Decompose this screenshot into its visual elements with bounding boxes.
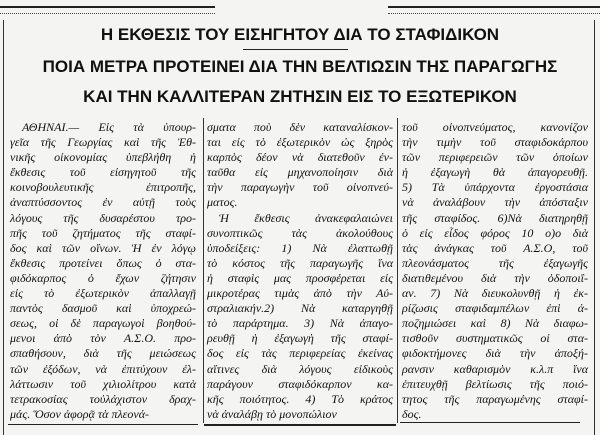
article-line: παράγουν σταφιδόκαρπον κα- bbox=[207, 376, 393, 391]
ornament-rule-left bbox=[0, 8, 215, 14]
article-line: νικῆς οἰκονομίας ὑπεβλήθη ἡ bbox=[10, 150, 196, 165]
article-line: στραλιακήν.2) Νὰ καταργηθῇ bbox=[207, 301, 393, 316]
article-line: τὴν τιμὴν τοῦ σταφιδοκάρπου bbox=[402, 135, 588, 150]
article-line: ματος. bbox=[207, 195, 238, 210]
bottom-rule-left bbox=[8, 424, 198, 425]
article-line: τητος τῆς παραγωμένης σταφί- bbox=[402, 391, 588, 406]
article-line: ἡ σταφὶς μας προσφέρεται εἰς bbox=[207, 270, 393, 285]
article-line: ὁ εἰς εἶδος φόρος 10 ο)ο διὰ bbox=[402, 225, 588, 240]
ornament-rule-right bbox=[388, 8, 600, 14]
article-line: ἐπιτευχθῇ βελτίωσις τῆς ποιό- bbox=[402, 376, 588, 391]
column-divider-2 bbox=[397, 118, 398, 423]
article-line: κοινοβουλευτικῆς ἐπιτροπῆς, bbox=[10, 180, 196, 195]
article-line: παντὸς δασμοῦ καὶ ὑποχρεώ- bbox=[10, 301, 196, 316]
article-line: καρπὸς δέον νὰ διατεθοῦν ἐν- bbox=[207, 150, 393, 165]
article-line: δος εἰς τὰς περιφερείας ἐκείνας bbox=[207, 346, 393, 361]
article-line: ποζημιώσει καὶ 8) Νὰ διαφω- bbox=[402, 316, 588, 331]
article-column-3 bbox=[402, 120, 588, 422]
article-line: σπαθήσουν, διὰ τῆς μειώσεως bbox=[10, 346, 196, 361]
article-line: μικροτέρας τιμὰς ἀπὸ τὴν Αὐ- bbox=[207, 286, 393, 301]
article-line: 5) Τὰ ὑπάρχοντα ἐργοστάσια bbox=[402, 180, 588, 195]
article-line: ὑποδείξεις: 1) Νὰ ἐλαττωθῇ bbox=[207, 240, 393, 255]
article-line: ἡ ἐξαγωγὴ θὰ ἀπαγορευθῇ. bbox=[402, 165, 588, 180]
article-line: Ἡ ἔκθεσις ἀνακεφαλαιώνει bbox=[219, 210, 393, 225]
article-line: τετρακοσίας τοὐλάχιστον δραχ- bbox=[10, 391, 196, 406]
article-line: τῶν περιφερειῶν τῶν ὁποίων bbox=[402, 150, 588, 165]
article-line: τισθοῦν συστηματικῶς οἱ στα- bbox=[402, 331, 588, 346]
headline-main: Η ΕΚΘΕΣΙΣ ΤΟΥ ΕΙΣΗΓΗΤΟΥ ΔΙΑ ΤΟ ΣΤΑΦΙΔΙΚΟΝ bbox=[100, 25, 500, 44]
bottom-rule-middle bbox=[204, 424, 396, 426]
article-line: τοῦ οἰνοπνεύματος, κανονίζον bbox=[402, 120, 588, 134]
article-line: φιδόκαρπος ὁ ἔχων ζήτησιν bbox=[10, 270, 196, 285]
article-line: τὸ κόστος τῆς παραγωγῆς ἵνα bbox=[207, 255, 393, 270]
article-line: συνοπτικῶς τὰς ἀκολούθους bbox=[207, 225, 393, 240]
article-line: τῶν ἐξόδων, νὰ ἐπιτύχουν ἐλ- bbox=[10, 361, 196, 376]
article-line: ρευθῇ ἡ ἐξαγωγὴ τῆς σταφί- bbox=[207, 331, 393, 346]
article-line: δος. bbox=[402, 406, 422, 421]
column-divider-1 bbox=[203, 118, 204, 423]
article-line: κῆς ποιότητος. 4) Τὸ κράτος bbox=[207, 391, 393, 406]
article-line: τὰς ἀνάγκας τοῦ Α.Σ.Ο, τοῦ bbox=[402, 240, 588, 255]
article-line: ρίζωσις σταφιδαμπέλων ἐπὶ ἀ- bbox=[402, 301, 588, 316]
article-line: πῆς τοῦ ζητήματος τῆς σταφί- bbox=[10, 225, 196, 240]
article-column-1 bbox=[10, 120, 196, 422]
article-line: φιδοκτήμονες διὰ τὴν ἀποξή- bbox=[402, 346, 588, 361]
article-line: τῆς σταφίδος. 6)Νὰ διατηρηθῇ bbox=[402, 210, 588, 225]
headline-sub-1: ΠΟΙΑ ΜΕΤΡΑ ΠΡΟΤΕΙΝΕΙ ΔΙΑ ΤΗΝ ΒΕΛΤΙΩΣΙΝ ΤΗΣ ΠΑΡΑΓΩΓΗΣ bbox=[42, 57, 558, 76]
border-left bbox=[3, 20, 4, 435]
article-line: τὸ παράρτημα. 3) Νὰ ἀπαγο- bbox=[207, 316, 393, 331]
article-line: αἵτινες διὰ λόγους εἰδικοὺς bbox=[207, 361, 393, 376]
border-right bbox=[594, 20, 595, 435]
article-line: εἰς τὸ ἐξωτερικὸν ἀπαλλαγῇ bbox=[10, 286, 196, 301]
article-line: νὰ ἀναλάβῃ τὸ μονοπώλιον bbox=[207, 406, 337, 421]
article-column-2 bbox=[207, 120, 393, 422]
article-line: διατιθεμένου διὰ τὴν ὁδοποιΐ- bbox=[402, 270, 588, 285]
article-line: ἀναπτύσσοντος ἐν αὐτῇ τοὺς bbox=[10, 195, 196, 210]
article-line: νὰ ἀναλάβουν τὴν ἀπόσταξιν bbox=[402, 195, 588, 210]
article-line: πλεονάσματος τῆς ἐξαγωγῆς bbox=[402, 255, 588, 270]
article-line: ταῦθα εἰς μηχανοποίησιν διὰ bbox=[207, 165, 393, 180]
article-line: ἔκθεσις προτείνει ὅπως ὁ στα- bbox=[10, 255, 196, 270]
article-line: ΑΘΗΝΑΙ.— Εἰς τὰ ὑπουρ- bbox=[22, 120, 196, 134]
article-line: σματα ποὺ δὲν καταναλίσκον- bbox=[207, 120, 393, 134]
article-line: τὴν παραγωγὴν τοῦ οἰνοπνεύ- bbox=[207, 180, 393, 195]
headline-sub-2: ΚΑΙ ΤΗΝ ΚΑΛΛΙΤΕΡΑΝ ΖΗΤΗΣΙΝ ΕΙΣ ΤΟ ΕΞΩΤΕΡΙΚΟΝ bbox=[83, 87, 517, 106]
article-line: γεῖα τῆς Γεωργίας καὶ τῆς Ἐθ- bbox=[10, 135, 196, 150]
headline-underline bbox=[243, 49, 348, 50]
article-line: μενοι ἀπὸ τὸν Α.Σ.Ο. προ- bbox=[10, 331, 196, 346]
article-line: σεως, οἱ δὲ παραγωγοὶ βοηθού- bbox=[10, 316, 196, 331]
bottom-rule-right bbox=[400, 422, 580, 423]
article-line: ρανσιν καθαρισμὸν κ.λ.π ἵνα bbox=[402, 361, 588, 376]
article-line: μάς. Ὅσον ἀφορᾷ τὰ πλεονά- bbox=[10, 406, 150, 421]
article-line: δος καὶ τῶν οἴνων. Ἡ ἐν λόγῳ bbox=[10, 240, 196, 255]
article-line: λάττωσιν τοῦ χιλιολίτρου κατὰ bbox=[10, 376, 196, 391]
article-line: λόγους τῆς δυσαρέστου τρο- bbox=[10, 210, 196, 225]
article-line: αν. 7) Νὰ διευκολυνθῇ ἡ ἐκ- bbox=[402, 286, 588, 301]
article-line: ἔκθεσις τοῦ εἰσηγητοῦ τῆς bbox=[10, 165, 196, 180]
article-line: ται εἰς τὸ ἐξωτερικὸν ὡς ξηρὸς bbox=[207, 135, 393, 150]
